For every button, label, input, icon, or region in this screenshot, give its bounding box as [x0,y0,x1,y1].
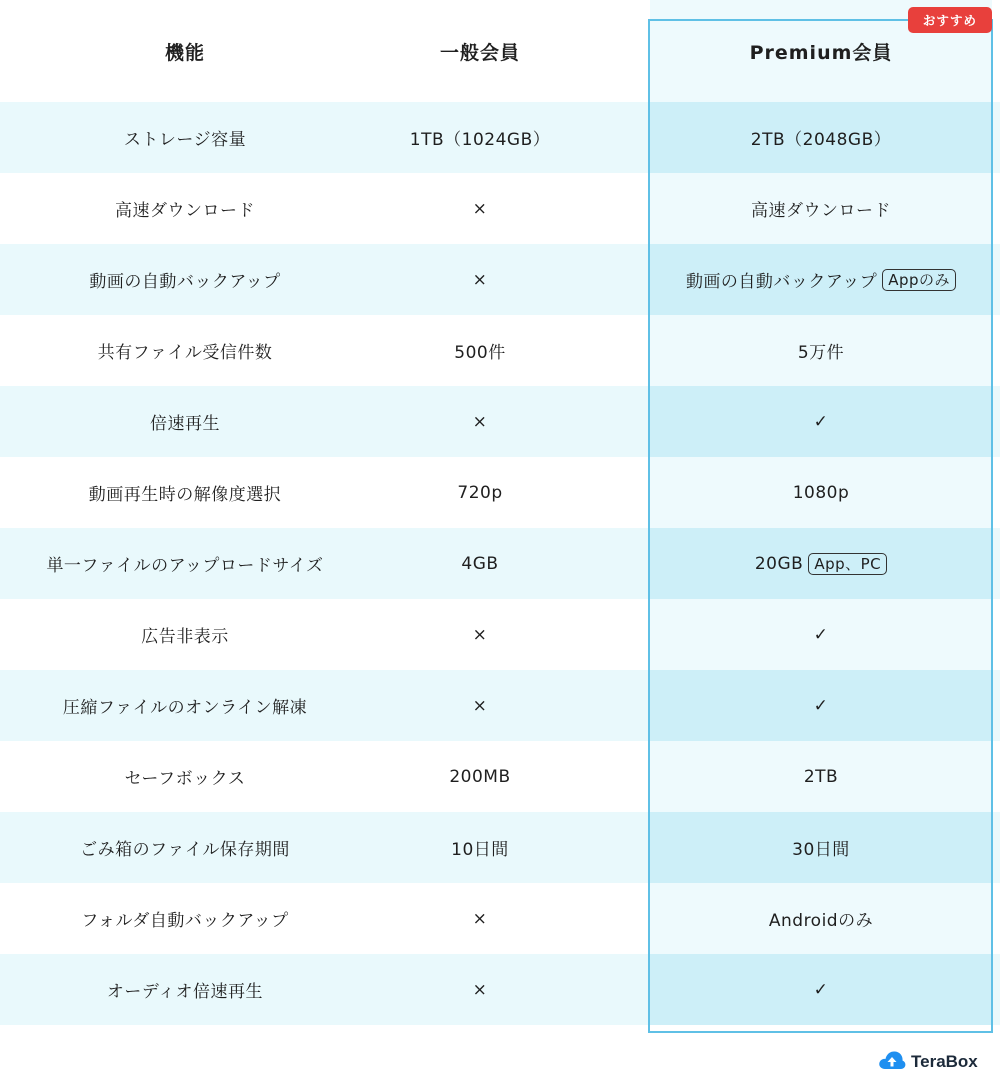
table-row [0,741,1000,812]
general-member-cell: 200MB [449,766,511,787]
general-member-cell: 500件 [454,343,506,363]
premium-value: 2TB（2048GB） [750,130,892,150]
general-member-cell: × [472,695,488,716]
table-row [0,102,1000,173]
premium-value: 2TB [803,766,839,787]
premium-value: ✓ [813,411,829,432]
header-general-member: 一般会員 [439,41,520,64]
feature-cell: 倍速再生 [150,414,220,434]
feature-cell: 動画の自動バックアップ [89,272,281,292]
premium-member-cell [650,954,992,1025]
terabox-cloud-icon [878,1048,906,1076]
feature-cell: ストレージ容量 [123,130,247,150]
premium-member-cell [650,741,992,812]
premium-member-cell [650,528,992,599]
general-member-cell: × [472,269,488,290]
terabox-logo-text: TeraBox [911,1052,978,1071]
table-header-row [0,0,1000,102]
premium-member-cell [650,812,992,883]
premium-member-cell [650,102,992,173]
premium-member-cell [650,670,992,741]
header-premium-member: Premium会員 [650,0,992,102]
terabox-logo [878,1048,978,1076]
table-row [0,883,1000,954]
header-feature: 機能 [164,41,205,64]
general-member-cell: × [472,908,488,929]
feature-cell: 高速ダウンロード [115,201,255,221]
general-member-cell: × [472,624,488,645]
premium-value: 5万件 [797,343,845,363]
premium-value: ✓ [813,624,829,645]
premium-member-cell [650,457,992,528]
table-row [0,457,1000,528]
premium-member-cell [650,386,992,457]
table-row [0,244,1000,315]
feature-cell: 動画再生時の解像度選択 [88,485,282,505]
general-member-cell: × [472,979,488,1000]
premium-value: 動画の自動バックアップ [685,272,878,292]
premium-value: 20GB [754,553,804,574]
feature-cell: 単一ファイルのアップロードサイズ [46,556,324,576]
premium-member-cell [650,173,992,244]
premium-value: ✓ [813,695,829,716]
table-row [0,670,1000,741]
feature-cell: 共有ファイル受信件数 [97,343,273,363]
feature-cell: ごみ箱のファイル保存期間 [80,840,290,860]
feature-cell: オーディオ倍速再生 [106,982,264,1002]
general-member-cell: 1TB（1024GB） [409,130,551,150]
premium-value: 高速ダウンロード [751,201,891,221]
general-member-cell: 4GB [461,553,499,574]
platform-tag: App、PC [808,553,887,575]
recommend-badge: おすすめ [908,7,992,33]
premium-value: ✓ [813,979,829,1000]
table-row [0,386,1000,457]
premium-value: 1080p [792,482,850,503]
general-member-cell: × [472,411,488,432]
table-body [0,102,1000,1025]
premium-member-cell [650,599,992,670]
premium-member-cell [650,883,992,954]
general-member-cell: 10日間 [451,840,509,860]
premium-value: Androidのみ [768,911,874,931]
general-member-cell: 720p [457,482,503,503]
table-row [0,954,1000,1025]
feature-cell: フォルダ自動バックアップ [81,911,289,931]
table-row [0,173,1000,244]
table-row [0,812,1000,883]
table-row [0,528,1000,599]
feature-cell: 広告非表示 [141,627,229,647]
premium-value: 30日間 [792,840,850,860]
premium-member-cell [650,315,992,386]
general-member-cell: × [472,198,488,219]
platform-tag: Appのみ [882,269,956,291]
table-row [0,599,1000,670]
feature-cell: セーフボックス [124,769,246,789]
table-row [0,315,1000,386]
feature-cell: 圧縮ファイルのオンライン解凍 [62,698,308,718]
premium-member-cell [650,244,992,315]
